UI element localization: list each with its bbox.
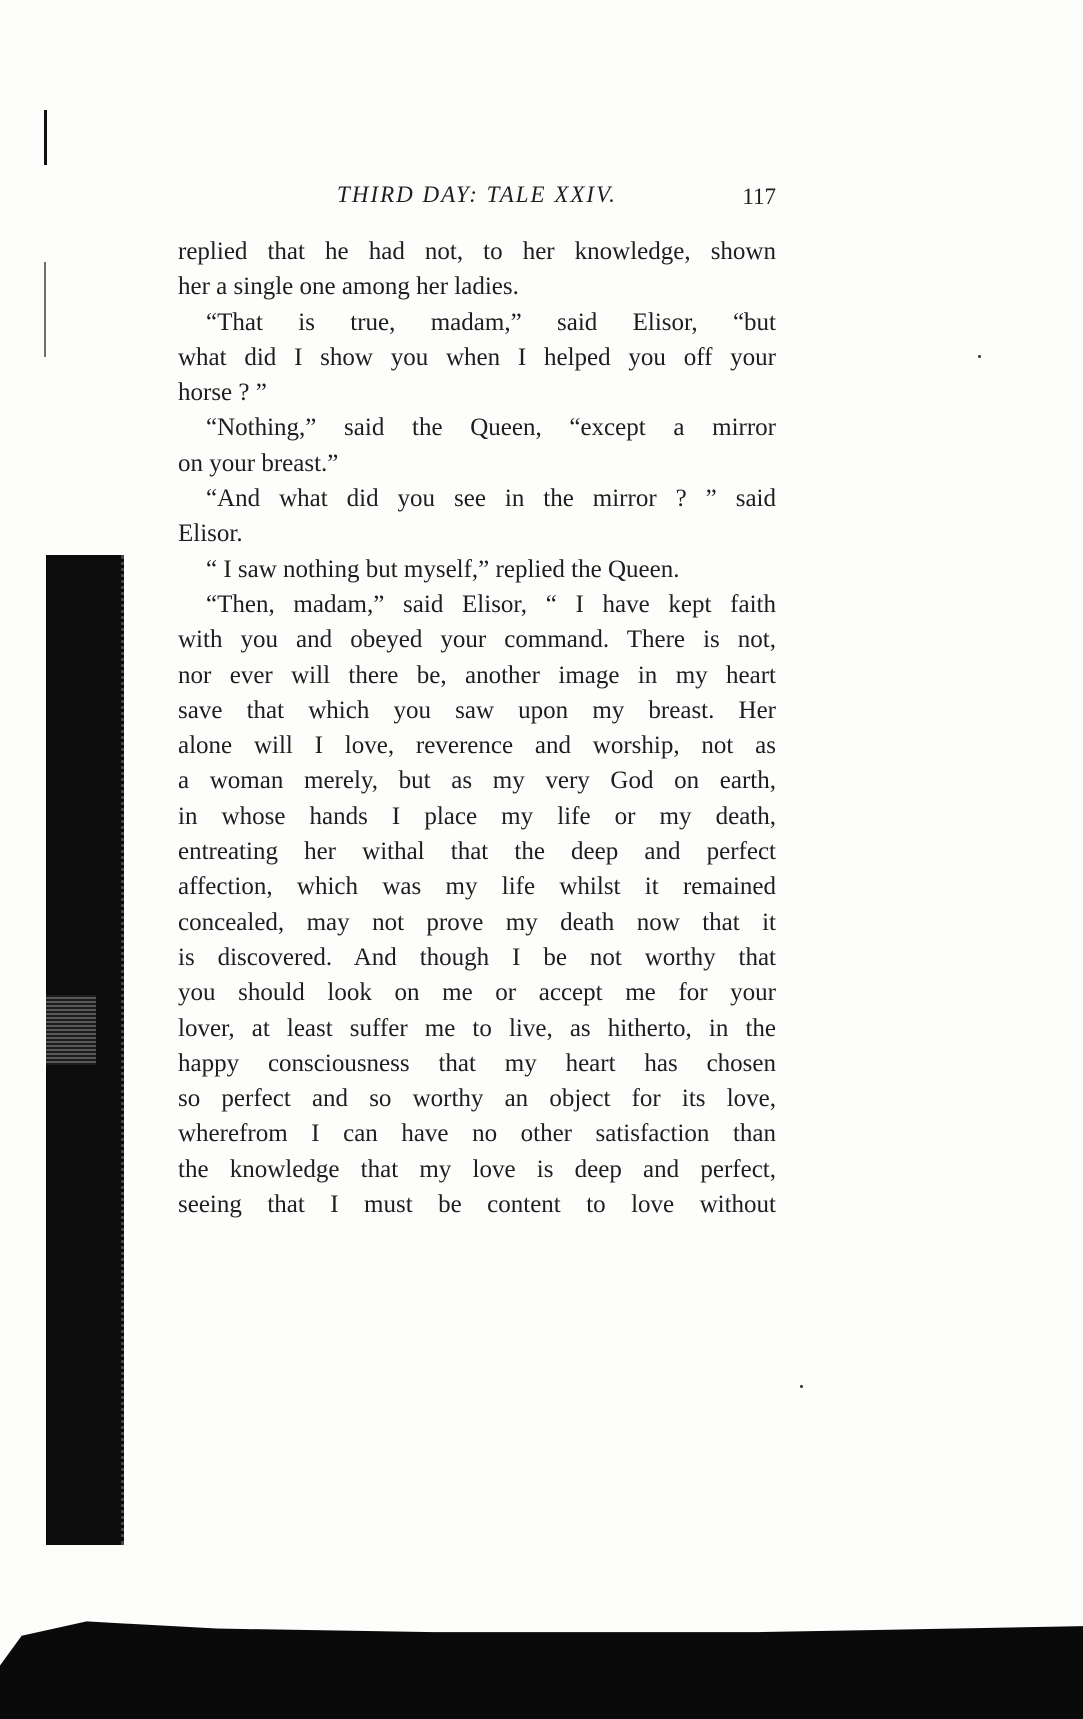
text-line: “And what did you see in the mirror ? ” said bbox=[206, 485, 776, 513]
text-line: what did I show you when I helped you off your bbox=[178, 343, 776, 371]
scan-noise bbox=[46, 995, 96, 1065]
text-line: replied that he had not, to her knowledge, shown bbox=[178, 238, 776, 265]
text-line: in whose hands I place my life or my death, bbox=[178, 802, 776, 830]
text-line: you should look on me or accept me for your bbox=[178, 979, 776, 1007]
page-header bbox=[178, 182, 776, 216]
text-line: a woman merely, but as my very God on earth, bbox=[178, 767, 776, 795]
text-line: the knowledge that my love is deep and perfect, bbox=[178, 1155, 776, 1183]
text-line: concealed, may not prove my death now that it bbox=[178, 908, 776, 936]
text-line: seeing that I must be content to love without bbox=[178, 1191, 776, 1219]
text-line: happy consciousness that my heart has chosen bbox=[178, 1049, 776, 1077]
text-line: “ I saw nothing but myself,” replied the Queen. bbox=[206, 555, 680, 583]
text-line: “Nothing,” said the Queen, “except a mirror bbox=[206, 414, 776, 442]
text-line: lover, at least suffer me to live, as hitherto, in the bbox=[178, 1014, 776, 1042]
text-line: affection, which was my life whilst it remained bbox=[178, 873, 776, 901]
scan-artifact-mark bbox=[44, 262, 46, 357]
scan-artifact-mark bbox=[44, 110, 47, 165]
text-line: “That is true, madam,” said Elisor, “but bbox=[206, 308, 776, 336]
text-line: her a single one among her ladies. bbox=[178, 273, 519, 301]
text-line: horse ? ” bbox=[178, 379, 267, 407]
page-number: 117 bbox=[742, 184, 776, 209]
scan-shadow-bottom bbox=[0, 1600, 1083, 1719]
text-line: Elisor. bbox=[178, 520, 243, 548]
body-text bbox=[178, 234, 776, 1222]
text-line: alone will I love, reverence and worship, not as bbox=[178, 732, 776, 760]
text-line: “Then, madam,” said Elisor, “ I have kept faith bbox=[206, 590, 776, 618]
scan-speck bbox=[800, 1385, 803, 1388]
scan-speck bbox=[978, 355, 981, 358]
text-line: on your breast.” bbox=[178, 449, 339, 477]
text-line: is discovered. And though I be not worthy that bbox=[178, 943, 776, 971]
text-line: entreating her withal that the deep and perfect bbox=[178, 838, 776, 866]
text-line: with you and obeyed your command. There is not, bbox=[178, 626, 776, 654]
running-head: THIRD DAY: TALE XXIV. bbox=[337, 182, 617, 207]
text-line: wherefrom I can have no other satisfaction than bbox=[178, 1120, 776, 1148]
text-line: save that which you saw upon my breast. Her bbox=[178, 696, 776, 724]
scan-shadow-left bbox=[46, 555, 124, 1545]
text-line: so perfect and so worthy an object for its love, bbox=[178, 1085, 776, 1113]
text-line: nor ever will there be, another image in my heart bbox=[178, 661, 776, 689]
